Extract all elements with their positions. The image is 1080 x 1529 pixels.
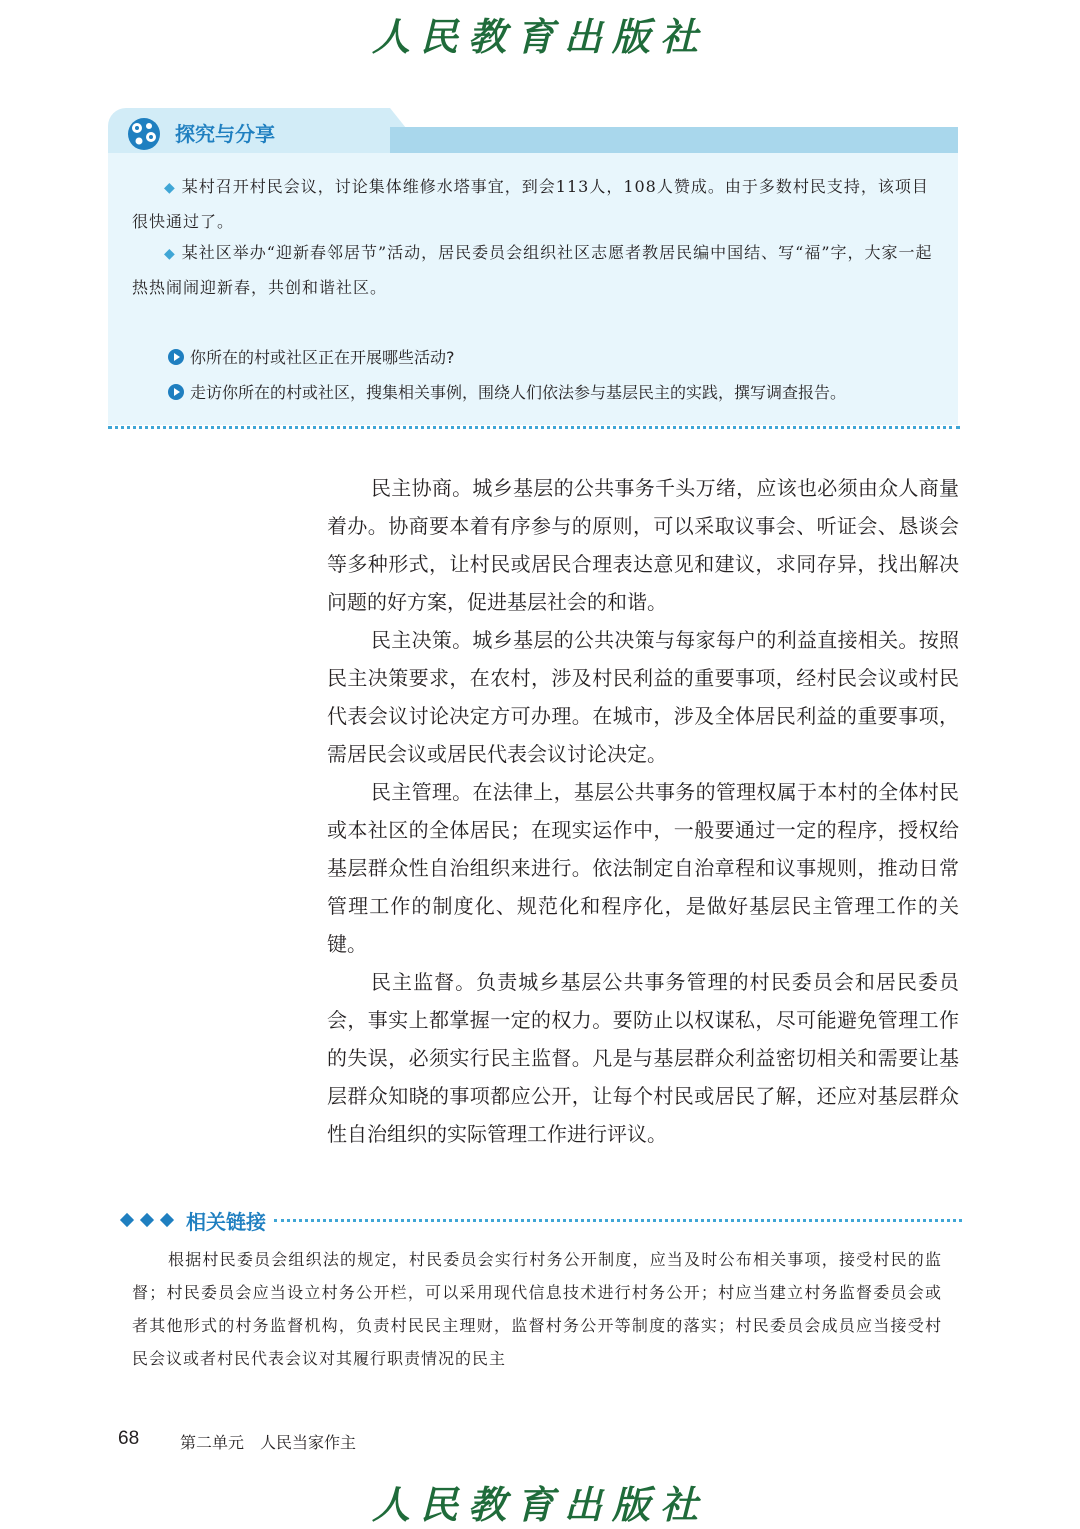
page-number: 68	[118, 1428, 140, 1449]
related-link-text: 根据村民委员会组织法的规定，村民委员会实行村务公开制度，应当及时公布相关事项，接受村民的监督；村民委员会应当设立村务公开栏，可以采用现代信息技术进行村务公开；村应当建立村务监督委员会或者其他形式的村务监督机构，负责村民民主理财，监督村务公开等制度的落实；村民委员会成员应当接受村民会议或者村民代表会议对其履行职责情况的民主	[132, 1250, 942, 1368]
explore-title: 探究与分享	[175, 122, 275, 146]
diamond-icon	[140, 1213, 154, 1227]
publisher-watermark-top: 人民教育出版社	[371, 14, 708, 59]
explore-header-stripe	[390, 127, 958, 153]
arrow-bullet-icon	[168, 349, 184, 365]
explore-question-2	[168, 380, 948, 403]
paragraph-democratic-decision: 民主决策。城乡基层的公共决策与每家每户的利益直接相关。按照民主决策要求，在农村，涉及村民利益的重要事项，经村民会议或村民代表会议讨论决定方可办理。在城市，涉及全体居民利益的重要事项，需居民会议或居民代表会议讨论决定。	[327, 628, 959, 766]
explore-case-1	[132, 170, 942, 238]
related-link-title: 相关链接	[186, 1209, 266, 1234]
main-body	[327, 469, 959, 1153]
paragraph-democratic-management: 民主管理。在法律上，基层公共事务的管理权属于本村的全体村民或本社区的全体居民；在现实运作中，一般要通过一定的程序，授权给基层群众性自治组织来进行。依法制定自治章程和议事规则，推动日常管理工作的制度化、规范化和程序化，是做好基层民主管理工作的关键。	[327, 780, 959, 956]
explore-question-1-text: 你所在的村或社区正在开展哪些活动?	[190, 348, 455, 367]
explore-case-2	[132, 236, 942, 304]
paragraph-democratic-consultation: 民主协商。城乡基层的公共事务千头万绪，应该也必须由众人商量着办。协商要本着有序参与的原则，可以采取议事会、听证会、恳谈会等多种形式，让村民或居民合理表达意见和建议，求同存异，找出解决问题的好方案，促进基层社会的和谐。	[327, 476, 959, 614]
arrow-bullet-icon	[168, 384, 184, 400]
explore-divider	[108, 426, 960, 429]
explore-question-1	[168, 345, 948, 368]
diamond-bullet-icon: ◆	[164, 246, 176, 262]
explore-case-1-text: 某村召开村民会议，讨论集体维修水塔事宜，到会113人，108人赞成。由于多数村民支持，该项目很快通过了。	[132, 177, 929, 231]
related-link-divider	[274, 1219, 962, 1222]
diamond-bullet-icon: ◆	[164, 180, 176, 196]
diamond-icon	[120, 1213, 134, 1227]
paragraph-democratic-supervision: 民主监督。负责城乡基层公共事务管理的村民委员会和居民委员会，事实上都掌握一定的权力。要防止以权谋私，尽可能避免管理工作的失误，必须实行民主监督。凡是与基层群众利益密切相关和需要让基层群众知晓的事项都应公开，让每个村民或居民了解，还应对基层群众性自治组织的实际管理工作进行评议。	[327, 970, 959, 1146]
related-link-header	[122, 1207, 962, 1233]
diamond-icon	[160, 1213, 174, 1227]
explore-case-2-text: 某社区举办“迎新春邻居节”活动，居民委员会组织社区志愿者教居民编中国结、写“福”字，大家一起热热闹闹迎新春，共创和谐社区。	[132, 243, 933, 297]
unit-title: 第二单元 人民当家作主	[180, 1433, 357, 1452]
molecule-icon	[126, 116, 162, 152]
explore-question-2-text: 走访你所在的村或社区，搜集相关事例，围绕人们依法参与基层民主的实践，撰写调查报告。	[190, 383, 847, 402]
publisher-watermark-bottom: 人民教育出版社	[371, 1482, 708, 1527]
